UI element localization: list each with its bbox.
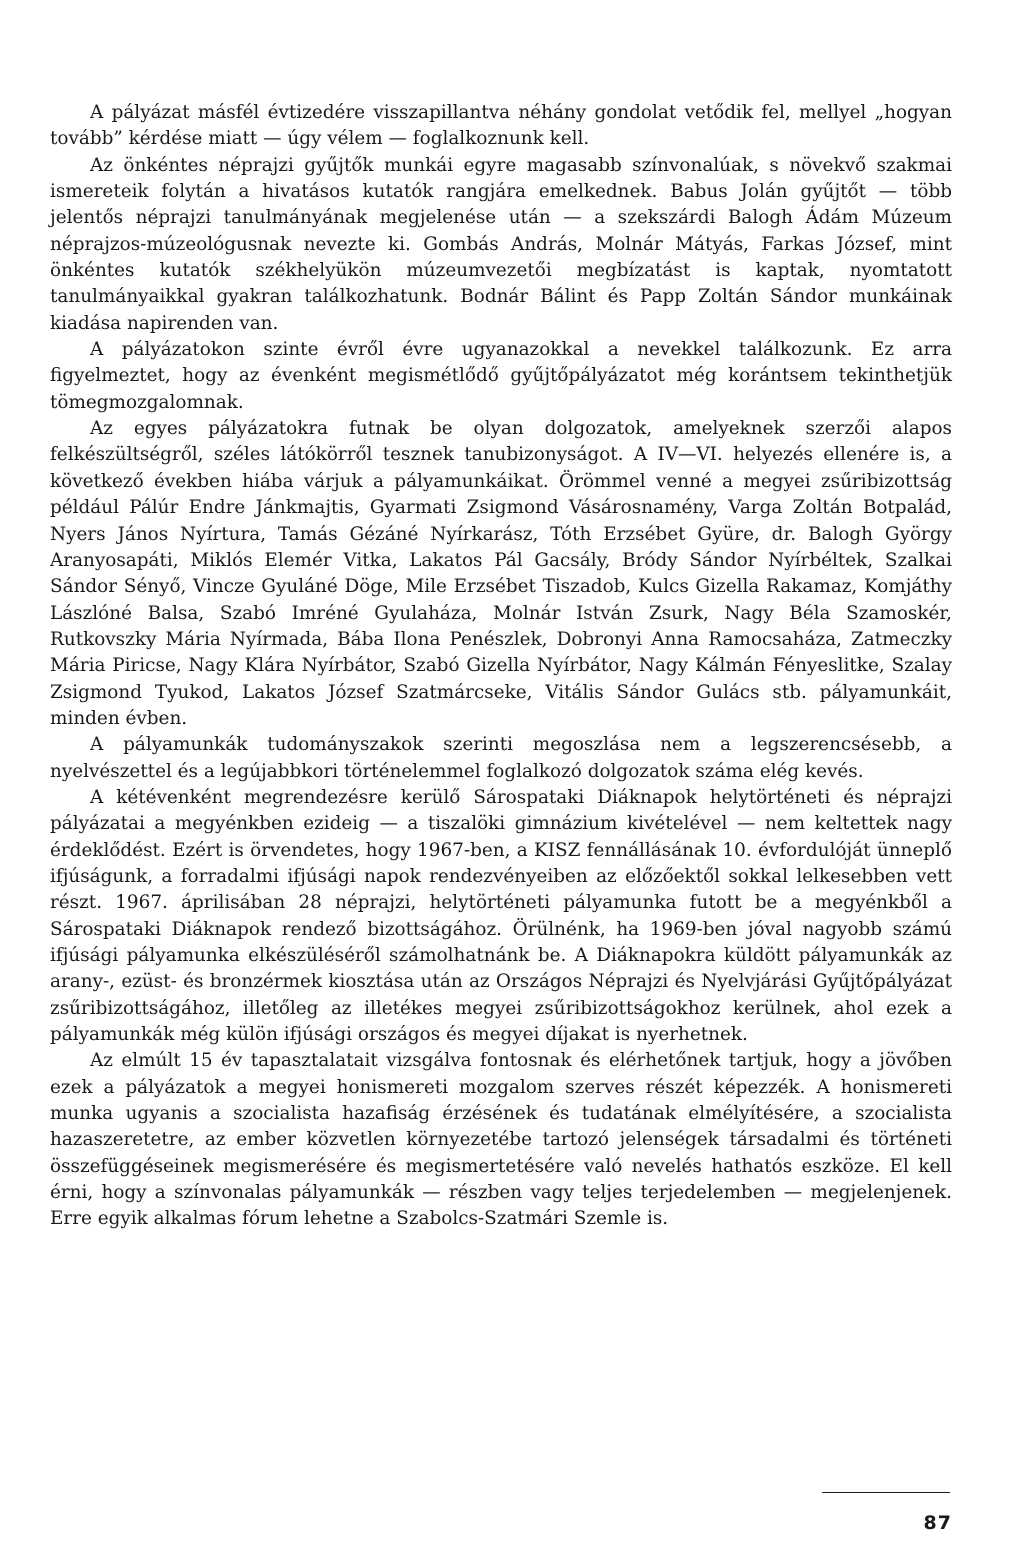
footer-rule <box>822 1492 950 1493</box>
paragraph-1: A pályázat másfél évtizedére visszapillantva néhány gondolat vetődik fel, mellyel „hogyan tovább” kérdése miatt — úgy vélem — foglalkoznunk kell. <box>50 102 952 150</box>
paragraph-2: Az önkéntes néprajzi gyűjtők munkái egyre magasabb színvonalúak, s növekvő szakmai ismereteik folytán a hivatásos kutatók rangjára emelkednek. Babus Jolán gyűjtőt — több jelentős néprajzi tanulmányának megjelenése után — a szekszárdi Balogh Ádám Múzeum néprajzos-múzeológusnak nevezte ki. Gombás András, Molnár Mátyás, Farkas József, mint önkéntes kutatók székhelyükön múzeumvezetői megbízatást is kaptak, nyomtatott tanulmányaikkal gyakran találkozhatunk. Bodnár Bálint és Papp Zoltán Sándor munkáinak kiadása napirenden van. <box>50 154 952 334</box>
paragraph-5: A pályamunkák tudományszakok szerinti megoszlása nem a legszerencsésebb, a nyelvészettel és a legújabbkori történelemmel foglalkozó dolgozatok száma elég kevés. <box>50 734 952 782</box>
page-number: 87 <box>923 1512 952 1534</box>
paragraph-3: A pályázatokon szinte évről évre ugyanazokkal a nevekkel találkozunk. Ez arra figyelmeztet, hogy az évenként megismétlődő gyűjtőpályázatot még korántsem tekinthetjük tömegmozgalomnak. <box>50 339 952 413</box>
paragraph-4: Az egyes pályázatokra futnak be olyan dolgozatok, amelyeknek szerzői alapos felkészültségről, széles látókörről tesznek tanubizonyságot. A IV—VI. helyezés ellenére is, a következő években hiába várjuk a pályamunkáikat. Örömmel venné a megyei zsűribizottság például Pálúr Endre Jánkmajtis, Gyarmati Zsigmond Vásárosnamény, Varga Zoltán Botpalád, Nyers János Nyírtura, Tamás Gézáné Nyírkarász, Tóth Erzsébet Gyüre, dr. Balogh György Aranyosapáti, Miklós Elemér Vitka, Lakatos Pál Gacsály, Bródy Sándor Nyírbéltek, Szalkai Sándor Sényő, Vincze Gyuláné Döge, Mile Erzsébet Tiszadob, Kulcs Gizella Rakamaz, Komjáthy Lászlóné Balsa, Szabó Imréné Gyulaháza, Molnár István Zsurk, Nagy Béla Szamoskér, Rutkovszky Mária Nyírmada, Bába Ilona Penészlek, Dobronyi Anna Ramocsaháza, Zatmeczky Mária Piricse, Nagy Klára Nyírbátor, Szabó Gizella Nyírbátor, Nagy Kálmán Fényeslitke, Szalay Zsigmond Tyukod, Lakatos József Szatmárcseke, Vitális Sándor Gulács stb. pályamunkáit, minden évben. <box>50 418 952 729</box>
paragraph-7: Az elmúlt 15 év tapasztalatait vizsgálva fontosnak és elérhetőnek tartjuk, hogy a jövőben ezek a pályázatok a megyei honismereti mozgalom szerves részét képezzék. A honismereti munka ugyanis a szocialista hazafiság érzésének és tudatának elmélyítésére, a szocialista hazaszeretetre, az ember közvetlen környezetébe tartozó jelenségek társadalmi és történeti összefüggéseinek megismerésére és megismertetésére való nevelés hathatós eszköze. El kell érni, hogy a színvonalas pályamunkák — részben vagy teljes terjedelemben — megjelenjenek. Erre egyik alkalmas fórum lehetne a Szabolcs-Szatmári Szemle is. <box>50 1050 952 1230</box>
paragraph-6: A kétévenként megrendezésre kerülő Sárospataki Diáknapok helytörténeti és néprajzi pályázatai a megyénkben ezideig — a tiszalöki gimnázium kivételével — nem keltettek nagy érdeklődést. Ezért is örvendetes, hogy 1967-ben, a KISZ fennállásának 10. évfordulóját ünneplő ifjúságunk, a forradalmi ifjúsági napok rendezvényeiben az előzőektől sokkal lelkesebben vett részt. 1967. áprilisában 28 néprajzi, helytörténeti pályamunka futott be a megyénkből a Sárospataki Diáknapok rendező bizottságához. Örülnénk, ha 1969-ben jóval nagyobb számú ifjúsági pályamunka elkészüléséről számolhatnánk be. A Diáknapokra küldött pályamunkák az arany-, ezüst- és bronzérmek kiosztása után az Országos Néprajzi és Nyelvjárási Gyűjtőpályázat zsűribizottságához, illetőleg az illetékes megyei zsűribizottságokhoz kerülnek, ahol ezek a pályamunkák még külön ifjúsági országos és megyei díjakat is nyerhetnek. <box>50 786 952 1046</box>
page-body <box>50 100 952 1233</box>
